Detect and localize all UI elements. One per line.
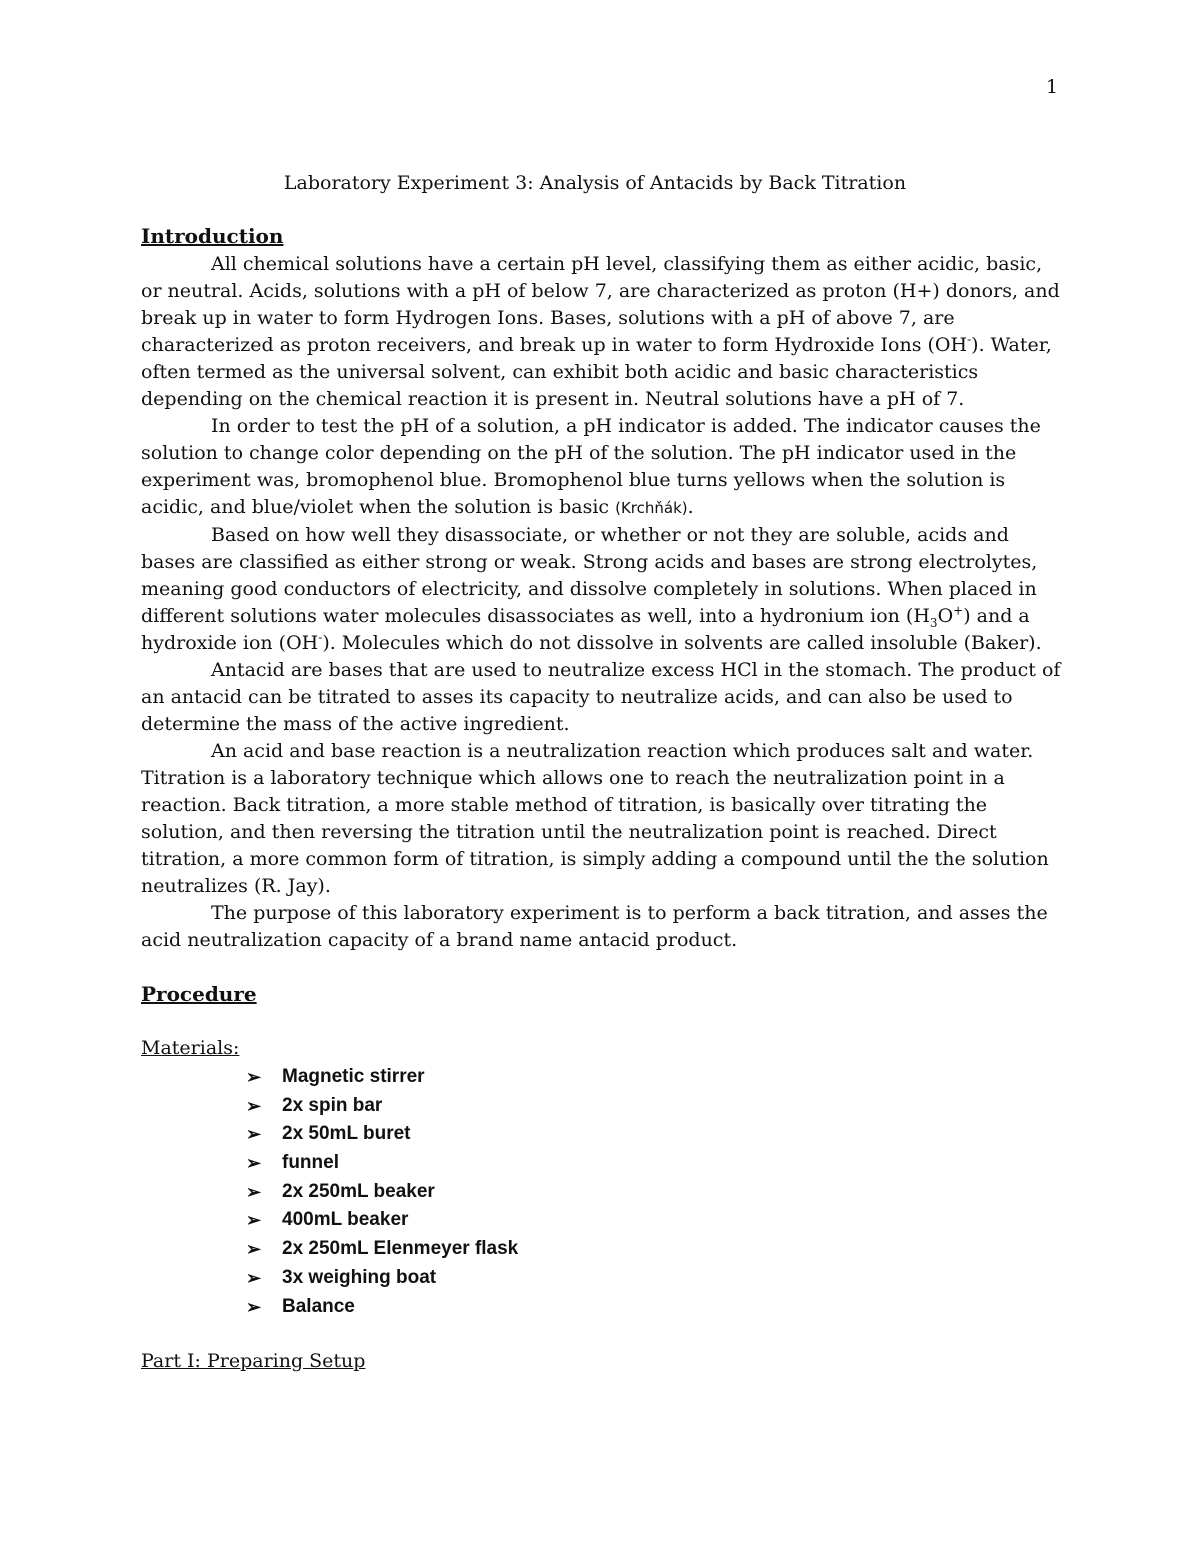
- arrow-bullet-icon: ➢: [246, 1267, 262, 1288]
- arrow-bullet-icon: ➢: [246, 1153, 262, 1174]
- list-item: ➢ Balance: [246, 1293, 518, 1322]
- materials-list: [246, 1063, 518, 1321]
- procedure-heading: Procedure: [141, 982, 257, 1006]
- arrow-bullet-icon: ➢: [246, 1210, 262, 1231]
- arrow-bullet-icon: ➢: [246, 1296, 262, 1317]
- arrow-bullet-icon: ➢: [246, 1067, 262, 1087]
- arrow-bullet-icon: ➢: [246, 1095, 262, 1116]
- list-item: ➢ 2x 250mL Elenmeyer flask: [246, 1235, 518, 1264]
- intro-paragraph-4: Antacid are bases that are used to neutralize excess HCl in the stomach. The product of an antacid can be titrated to asses its capacity to neutralize acids, and can also be used to determine the mass of the active ingredient.: [141, 659, 1061, 735]
- list-item: ➢ 400mL beaker: [246, 1206, 518, 1235]
- intro-paragraph-6: The purpose of this laboratory experiment is to perform a back titration, and asses the acid neutralization capacity of a brand name antacid product.: [141, 902, 1048, 951]
- intro-paragraph-5: An acid and base reaction is a neutralization reaction which produces salt and water. Titration is a laboratory technique which allows one to reach the neutralization point in a reaction. Back titration, a more stable method of titration, is basically over titrating the solution, and then reversing the titration until the neutralization point is reached. Direct titration, a more common form of titration, is simply adding a compound until the the solution neutralizes (R. Jay).: [141, 740, 1049, 897]
- introduction-heading: Introduction: [141, 224, 284, 248]
- intro-paragraph-1: All chemical solutions have a certain pH level, classifying them as either acidic, basic, or neutral. Acids, solutions with a pH of below 7, are characterized as proton (H+) donors, and break up in water to form Hydrogen Ions. Bases, solutions with a pH of above 7, are characterized as proton receivers, and break up in water to form Hydroxide Ions (OH-). Water, often termed as the universal solvent, can exhibit both acidic and basic characteristics depending on the chemical reaction it is present in. Neutral solutions have a pH of 7.: [141, 253, 1060, 410]
- arrow-bullet-icon: ➢: [246, 1239, 262, 1260]
- part1-label: Part I: Preparing Setup: [141, 1350, 366, 1372]
- list-item: ➢ funnel: [246, 1149, 518, 1178]
- arrow-bullet-icon: ➢: [246, 1181, 262, 1202]
- document-title: Laboratory Experiment 3: Analysis of Antacids by Back Titration: [283, 172, 907, 194]
- introduction-body: [141, 251, 1061, 954]
- list-item: ➢ Magnetic stirrer: [246, 1063, 518, 1092]
- arrow-bullet-icon: ➢: [246, 1124, 262, 1145]
- list-item: ➢ 2x 50mL buret: [246, 1120, 518, 1149]
- list-item: ➢ 3x weighing boat: [246, 1264, 518, 1293]
- list-item: ➢ 2x 250mL beaker: [246, 1178, 518, 1207]
- intro-paragraph-3: Based on how well they disassociate, or whether or not they are soluble, acids and bases are classified as either strong or weak. Strong acids and bases are strong electrolytes, meaning good conductors of electricity, and dissolve completely in solutions. When placed in different solutions water molecules disassociates as well, into a hydronium ion $(H_3O^+)$ and a hydroxide ion (OH-). Molecules which do not dissolve in solvents are called insoluble (Baker).: [141, 524, 1042, 654]
- page-number: 1: [1046, 76, 1059, 98]
- intro-paragraph-2: In order to test the pH of a solution, a pH indicator is added. The indicator causes the solution to change color depending on the pH of the solution. The pH indicator used in the experiment was, bromophenol blue. Bromophenol blue turns yellows when the solution is acidic, and blue/violet when the solution is basic (Krchňák).: [141, 415, 1041, 518]
- list-item: ➢ 2x spin bar: [246, 1092, 518, 1121]
- citation: (Krchňák): [615, 499, 688, 517]
- materials-label: Materials:: [141, 1037, 240, 1059]
